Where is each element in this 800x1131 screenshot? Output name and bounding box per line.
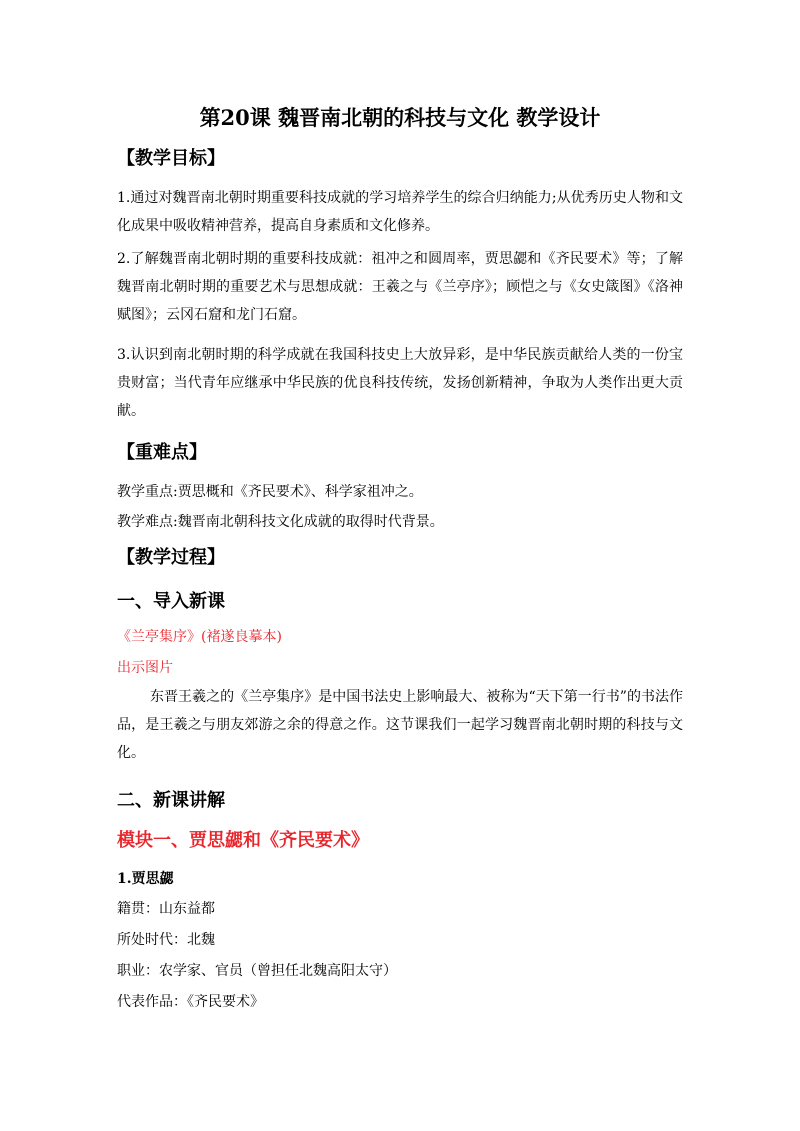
intro-paragraph: 东晋王羲之的《兰亭集序》是中国书法史上影响最大、被称为“天下第一行书”的书法作品，是王羲之与朋友郊游之余的得意之作。这节课我们一起学习魏晋南北朝时期的科技与文化。	[117, 689, 683, 761]
teaching-focus: 教学重点:贾思概和《齐民要术》、科学家祖冲之。	[117, 484, 423, 500]
lanting-caption: 《兰亭集序》(褚遂良摹本)	[117, 629, 282, 645]
objective-item-1: 1.通过对魏晋南北朝时期重要科技成就的学习培养学生的综合归纳能力;从优秀历史人物和文化成果中吸收精神营养，提高自身素质和文化修养。	[117, 190, 683, 234]
show-picture-note: 出示图片	[117, 660, 173, 676]
part1-heading: 一、导入新课	[117, 591, 225, 612]
info-line-works: 代表作品：《齐民要术》	[117, 994, 264, 1010]
key-points-heading: 【重难点】	[117, 442, 207, 463]
module1-heading: 模块一、贾思勰和《齐民要术》	[117, 830, 369, 851]
jia-sixie-heading: 1.贾思勰	[117, 871, 174, 887]
teaching-difficulty: 教学难点:魏晋南北朝科技文化成就的取得时代背景。	[117, 514, 444, 530]
objective-item-2: 2.了解魏晋南北朝时期的重要科技成就：祖冲之和圆周率，贾思勰和《齐民要术》等；了解魏晋南北朝时期的重要艺术与思想成就：王羲之与《兰亭序》；顾恺之与《女史箴图》《洛神赋图》；云冈石窟和龙门石窟。	[117, 251, 683, 323]
process-heading: 【教学过程】	[117, 547, 225, 568]
info-line-hometown: 籍贯：山东益都	[117, 901, 215, 917]
objective-item-3: 3.认识到南北朝时期的科学成就在我国科技史上大放异彩，是中华民族贡献给人类的一份宝贵财富；当代青年应继承中华民族的优良科技传统，发扬创新精神，争取为人类作出更大贡献。	[117, 347, 683, 419]
info-line-occupation: 职业：农学家、官员（曾担任北魏高阳太守）	[117, 963, 397, 979]
info-line-era: 所处时代：北魏	[117, 932, 215, 948]
part2-heading: 二、新课讲解	[117, 790, 225, 811]
objectives-heading: 【教学目标】	[117, 148, 225, 169]
document-title: 第20课 魏晋南北朝的科技与文化 教学设计	[199, 105, 601, 130]
